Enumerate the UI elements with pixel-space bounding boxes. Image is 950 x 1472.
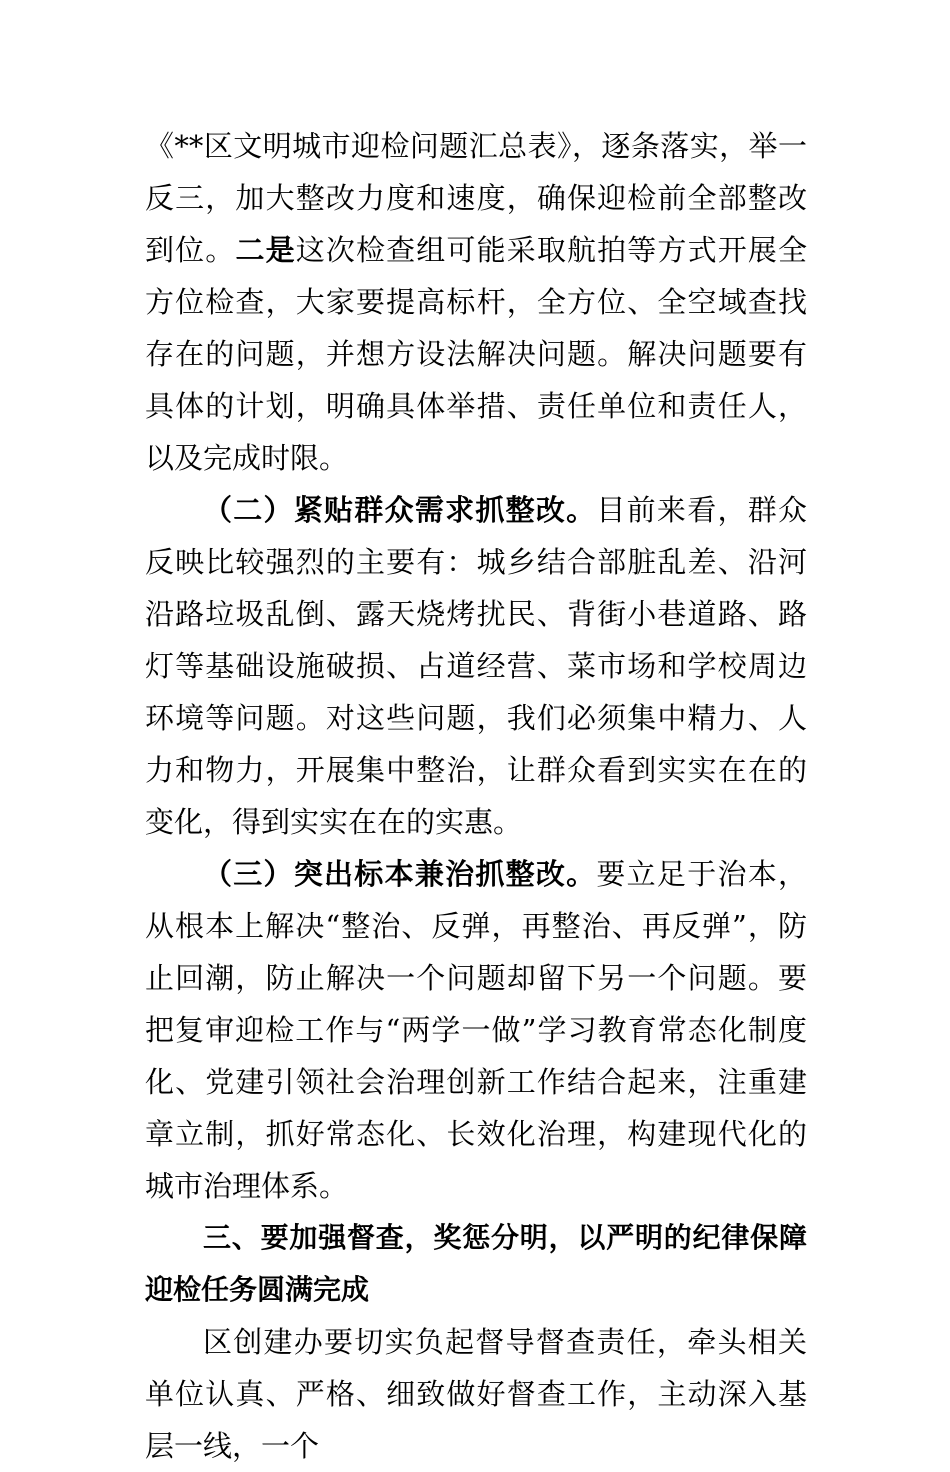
paragraph-root-cause <box>145 848 807 1212</box>
document-body <box>145 120 807 1472</box>
paragraph-mass-needs <box>145 484 807 848</box>
paragraph-continued <box>145 120 807 484</box>
paragraph-supervision <box>145 1316 807 1472</box>
paragraph-text: 目前来看，群众反映比较强烈的主要有：城乡结合部脏乱差、沿河沿路垃圾乱倒、露天烧烤扰民、背街小巷道路、路灯等基础设施破损、占道经营、菜市场和学校周边环境等问题。对这些问题，我们必须集中精力、人力和物力，开展集中整治，让群众看到实实在在的变化，得到实实在在的实惠。 <box>145 493 807 839</box>
paragraph-text: 区创建办要切实负起督导督查责任，牵头相关单位认真、严格、细致做好督查工作，主动深入基层一线，一个 <box>145 1325 807 1463</box>
section-heading: 三、要加强督查，奖惩分明，以严明的纪律保障迎检任务圆满完成 <box>145 1221 807 1306</box>
paragraph-text: 《**区文明城市迎检问题汇总表》，逐条落实，举一反三，加大整改力度和速度，确保迎检前全部整改到位。 <box>145 129 807 267</box>
paragraph-text: 要立足于治本，从根本上解决“整治、反弹，再整治、再反弹”，防止回潮，防止解决一个问题却留下另一个问题。要把复审迎检工作与“两学一做”学习教育常态化制度化、党建引领社会治理创新工作结合起来，注重建章立制，抓好常态化、长效化治理，构建现代化的城市治理体系。 <box>145 857 807 1203</box>
subsection-heading: （二）紧贴群众需求抓整改。 <box>203 493 597 527</box>
paragraph-emphasis: 二是 <box>235 233 296 267</box>
subsection-heading: （三）突出标本兼治抓整改。 <box>203 857 597 891</box>
paragraph-text: 这次检查组可能采取航拍等方式开展全方位检查，大家要提高标杆，全方位、全空域查找存在的问题，并想方设法解决问题。解决问题要有具体的计划，明确具体举措、责任单位和责任人，以及完成时限。 <box>145 233 807 475</box>
